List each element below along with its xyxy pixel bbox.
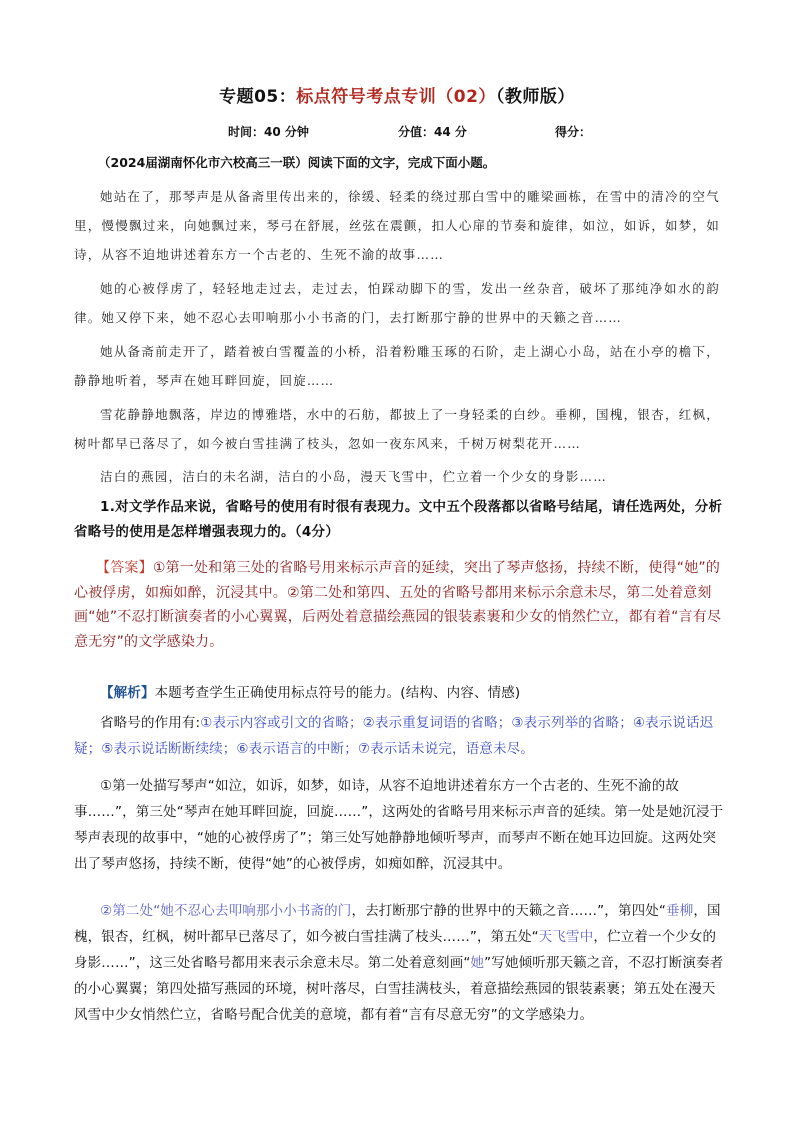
analysis-p2-a: ②第二处“她不忍心去叩响那小小书斋的门 <box>100 903 352 919</box>
title-main: 标点符号考点专训（02） <box>296 87 496 107</box>
analysis-uses <box>74 710 724 762</box>
got-score-info: 得分： <box>555 125 592 139</box>
analysis-paragraph-2 <box>74 898 724 1028</box>
analysis-p2-e: 天飞雪中 <box>538 929 594 945</box>
passage-paragraph-5: 洁白的燕园，洁白的未名湖，洁白的小岛，漫天飞雪中，伫立着一个少女的身影…… <box>100 469 607 484</box>
question-source: （2024届湖南怀化市六校高三一联）阅读下面的文字，完成下面小题。 <box>98 155 496 170</box>
analysis-uses-list: ①表示内容或引文的省略；②表示重复词语的省略；③表示列举的省略；④表示说话迟疑；⑤表示说话断断续续；⑥表示语言的中断；⑦表示话未说完，语意未尽。 <box>74 715 714 757</box>
analysis-tag: 【解析】 <box>100 685 155 701</box>
passage-paragraph-2: 她的心被俘虏了，轻轻地走过去，走过去，怕踩动脚下的雪，发出一丝杂音，破坏了那纯净如水的韵律。她又停下来，她不忍心去叩响那小小书斋的门，去打断那宁静的世界中的天籁之音…… <box>74 281 720 325</box>
answer-tag: 【答案】 <box>96 560 153 576</box>
answer-block <box>74 556 728 654</box>
analysis-intro-text: 本题考查学生正确使用标点符号的能力。(结构、内容、情感) <box>154 685 521 701</box>
title-suffix: （教师版） <box>495 87 575 107</box>
analysis-p2-g: 她 <box>470 955 485 971</box>
analysis-p2-h: ”写她倾听那天籁之音，不忍打断演奏者的小心翼翼；第四处描写燕园的环境，树叶落尽，白雪挂满枝头，着意描绘燕园的银装素裹；第五处在漫天风雪中少女悄然伫立，省略号配合优美的意境，都有着“言有尽意无穷”的文学感染力。 <box>74 955 724 1023</box>
question-1: 1.对文学作品来说，省略号的使用有时很有表现力。文中五个段落都以省略号结尾，请任选两处，分析省略号的使用是怎样增强表现力的。（4分） <box>74 499 723 540</box>
answer-text: ①第一处和第三处的省略号用来标示声音的延续，突出了琴声悠扬，持续不断，使得“她”的心被俘虏，如痴如醉，沉浸其中。②第二处和第四、五处的省略号都用来标示余意未尽，第二处着意刻画“她”不忍打断演奏者的小心翼翼，后两处着意描绘燕园的银装素裹和少女的悄然伫立，都有着“言有尽意无穷”的文学感染力。 <box>74 560 722 650</box>
analysis-paragraph-1: ①第一处描写琴声“如泣，如诉，如梦，如诗，从容不迫地讲述着东方一个古老的、生死不渝的故事……”，第三处“琴声在她耳畔回旋，回旋……”，这两处的省略号用来标示声音的延续。第一处是她沉浸于琴声表现的故事中，“她的心被俘虏了”；第三处写她静静地倾听琴声，而琴声不断在她耳边回旋。这两处突出了琴声悠扬，持续不断，使得“她”的心被俘虏，如痴如醉，沉浸其中。 <box>74 778 724 872</box>
passage-paragraph-4: 雪花静静地飘落，岸边的博雅塔，水中的石舫，都披上了一身轻柔的白纱。垂柳，国槐，银杏，红枫，树叶都早已落尽了，如今被白雪挂满了枝头，忽如一夜东风来，千树万树梨花开…… <box>74 407 720 451</box>
analysis-uses-label: 省略号的作用有: <box>100 715 201 731</box>
analysis-p2-f: ，伫立着一个少女的身影……”，这三处省略号都用来表示余意未尽。第二处着意刻画“ <box>74 929 717 971</box>
time-info: 时间：40 分钟 <box>228 125 309 139</box>
analysis-p2-c: 垂柳 <box>666 903 694 919</box>
analysis-p2-b: ，去打断那宁静的世界中的天籁之音……”，第四处“ <box>351 903 667 919</box>
analysis-intro <box>74 680 724 706</box>
page-title <box>0 82 794 107</box>
score-info: 分值：44 分 <box>398 125 467 139</box>
analysis-p2-d: ，国槐，银杏，红枫，树叶都早已落尽了，如今被白雪挂满了枝头……”，第五处“ <box>74 903 721 945</box>
passage-paragraph-1: 她站在了，那琴声是从备斋里传出来的，徐缓、轻柔的绕过那白雪中的雕梁画栋，在雪中的清冷的空气里，慢慢飘过来，向她飘过来，琴弓在舒展，丝弦在震颤，扣人心扉的节奏和旋律，如泣，如诉，如梦，如诗，从容不迫地讲述着东方一个古老的、生死不渝的故事…… <box>74 189 720 262</box>
title-prefix: 专题05： <box>219 87 297 107</box>
passage-paragraph-3: 她从备斋前走开了，踏着被白雪覆盖的小桥，沿着粉雕玉琢的石阶，走上湖心小岛，站在小亭的檐下，静静地听着，琴声在她耳畔回旋，回旋…… <box>74 344 720 388</box>
